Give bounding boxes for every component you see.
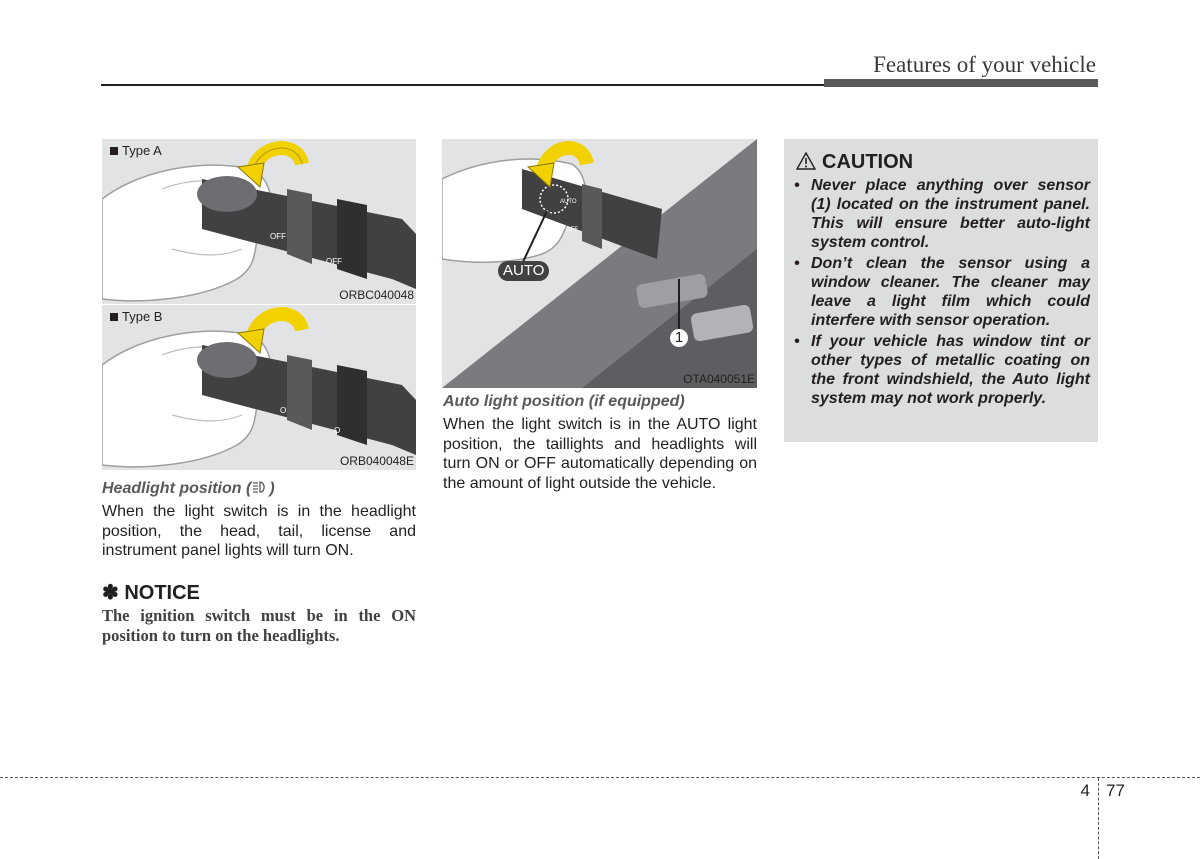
header-rule [101, 84, 824, 86]
caution-heading [796, 151, 913, 174]
bullet: • [794, 177, 800, 194]
footer-vertical-rule [1098, 778, 1099, 859]
notice-body: The ignition switch must be in the ON position to turn on the headlights. [102, 606, 416, 645]
bullet: • [794, 255, 800, 272]
caution-heading-text: CAUTION [822, 151, 914, 173]
figure-type-label [110, 143, 162, 158]
auto-badge: AUTO [498, 261, 549, 281]
caution-item [794, 254, 1090, 330]
notice-heading [102, 580, 200, 605]
switch-off-label-1: OFF [270, 232, 286, 241]
auto-light-heading: Auto light position (if equipped) [443, 393, 685, 410]
auto-light-illustration [442, 139, 757, 388]
figure-code: OTA040051E [683, 372, 755, 386]
headlight-heading [102, 480, 275, 498]
caution-item-text: Never place anything over sensor (1) located on the instrument panel. This will ensure better auto-light system control. [811, 177, 1090, 251]
warning-triangle-icon [796, 152, 816, 170]
caution-item [794, 332, 1090, 408]
type-b-label: Type B [122, 309, 163, 324]
switch-off-label: OFF [566, 227, 578, 233]
caution-list [794, 176, 1090, 410]
switch-auto-label: AUTO [560, 199, 577, 205]
chapter-number: 4 [1080, 781, 1090, 800]
switch-off-label-2: OFF [326, 257, 342, 266]
headlight-heading-suffix: ) [269, 480, 275, 497]
switch-o-label-1: O [280, 406, 287, 415]
page-number: 77 [1106, 781, 1125, 800]
bullet: • [794, 333, 800, 350]
type-a-label: Type A [122, 143, 162, 158]
notice-symbol: ✽ [102, 582, 119, 604]
sensor-callout: 1 [670, 329, 688, 347]
caution-item-text: Don’t clean the sensor using a window cleaner. The cleaner may leave a light film which could interfere with sensor operation. [811, 255, 1090, 329]
headlight-heading-prefix: Headlight position ( [102, 480, 252, 497]
footer-dashed-rule [0, 777, 1200, 778]
light-switch-illustration-b [102, 305, 416, 470]
figure-auto-light [442, 139, 757, 388]
section-title: Features of your vehicle [873, 52, 1096, 77]
figure-type-b [102, 305, 416, 470]
caution-item [794, 176, 1090, 252]
header-bar [824, 79, 1098, 87]
figure-type-label [110, 309, 162, 324]
figure-type-a [102, 139, 416, 304]
headlight-icon [251, 480, 269, 494]
figure-code: ORBC040048 [339, 288, 414, 302]
switch-o-label-2: O [334, 426, 341, 435]
auto-light-body: When the light switch is in the AUTO light position, the taillights and headlights will turn ON or OFF automatically depending on the amount of light outside the vehicle. [443, 416, 757, 492]
headlight-body: When the light switch is in the headlight position, the head, tail, license and instrument panel lights will turn ON. [102, 503, 416, 559]
notice-heading-text: NOTICE [124, 582, 200, 604]
figure-code: ORB040048E [339, 454, 414, 468]
caution-item-text: If your vehicle has window tint or other types of metallic coating on the front windshield, the Auto light system may not work properly. [811, 333, 1090, 407]
caution-box [784, 139, 1098, 442]
light-switch-illustration-a [102, 139, 416, 304]
